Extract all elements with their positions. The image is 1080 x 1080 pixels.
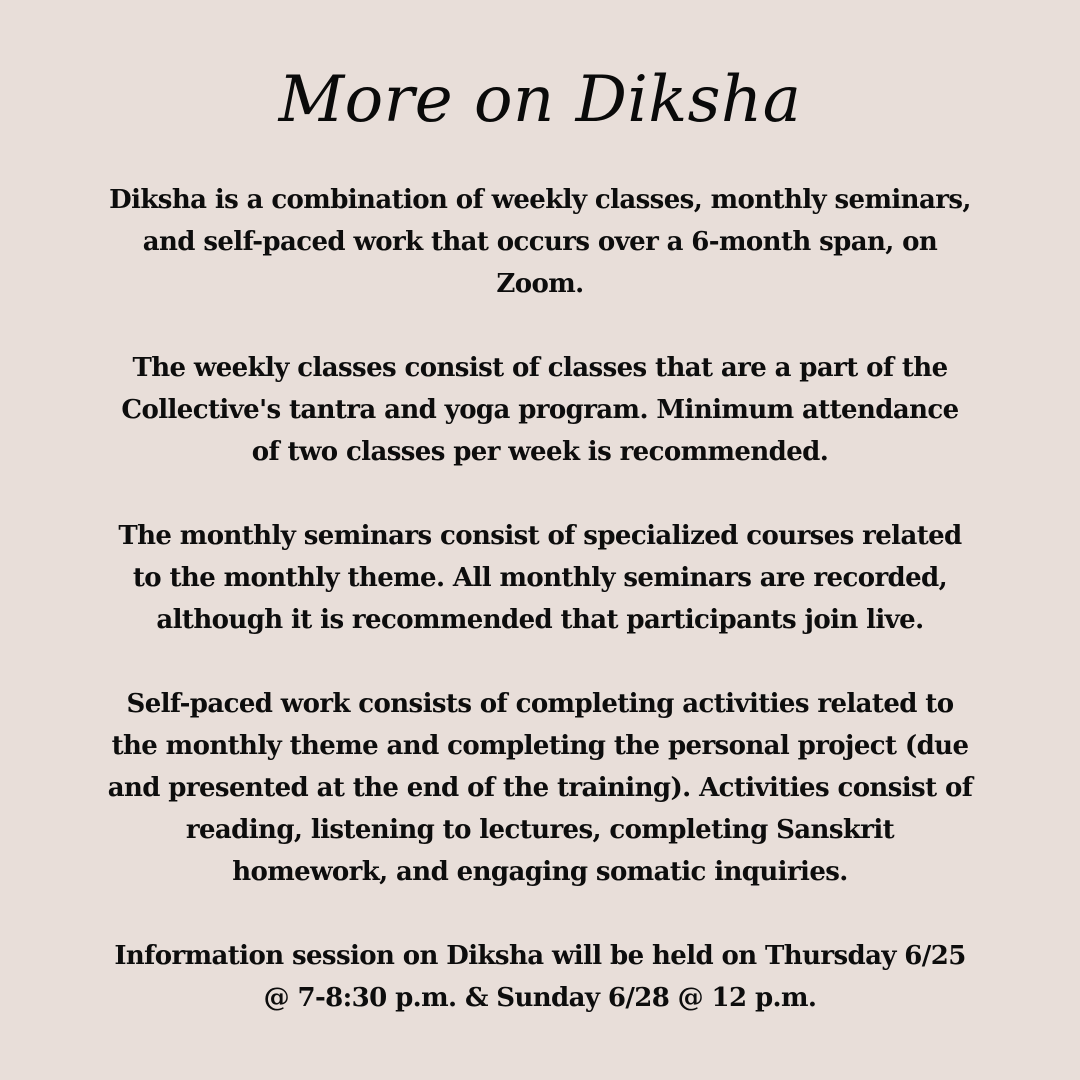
page-title: More on Diksha: [278, 63, 802, 137]
text-line: the monthly theme and completing the personal project (due: [111, 731, 969, 761]
text-line: Information session on Diksha will be held on Thursday 6/25: [114, 941, 966, 971]
paragraph-self-paced-work: [90, 683, 990, 893]
text-line: The weekly classes consist of classes that are a part of the: [132, 353, 948, 383]
text-line: Diksha is a combination of weekly classes, monthly seminars,: [109, 185, 971, 215]
paragraph-overview: [90, 179, 990, 305]
text-line: of two classes per week is recommended.: [251, 437, 829, 467]
text-line: reading, listening to lectures, completing Sanskrit: [185, 815, 895, 845]
text-line: homework, and engaging somatic inquiries.: [232, 857, 848, 887]
paragraph-weekly-classes: [90, 347, 990, 473]
body-text: [90, 179, 990, 1061]
text-line: and self-paced work that occurs over a 6-month span, on: [142, 227, 938, 257]
text-line: to the monthly theme. All monthly seminars are recorded,: [132, 563, 948, 593]
paragraph-information-session: [90, 935, 990, 1019]
text-line: Zoom.: [496, 269, 584, 299]
text-line: The monthly seminars consist of specialized courses related: [118, 521, 962, 551]
paragraph-monthly-seminars: [90, 515, 990, 641]
text-line: Self-paced work consists of completing activities related to: [126, 689, 954, 719]
text-line: and presented at the end of the training). Activities consist of: [107, 773, 973, 803]
text-line: although it is recommended that participants join live.: [156, 605, 924, 635]
text-line: Collective's tantra and yoga program. Minimum attendance: [121, 395, 959, 425]
text-line: @ 7-8:30 p.m. & Sunday 6/28 @ 12 p.m.: [263, 983, 817, 1013]
